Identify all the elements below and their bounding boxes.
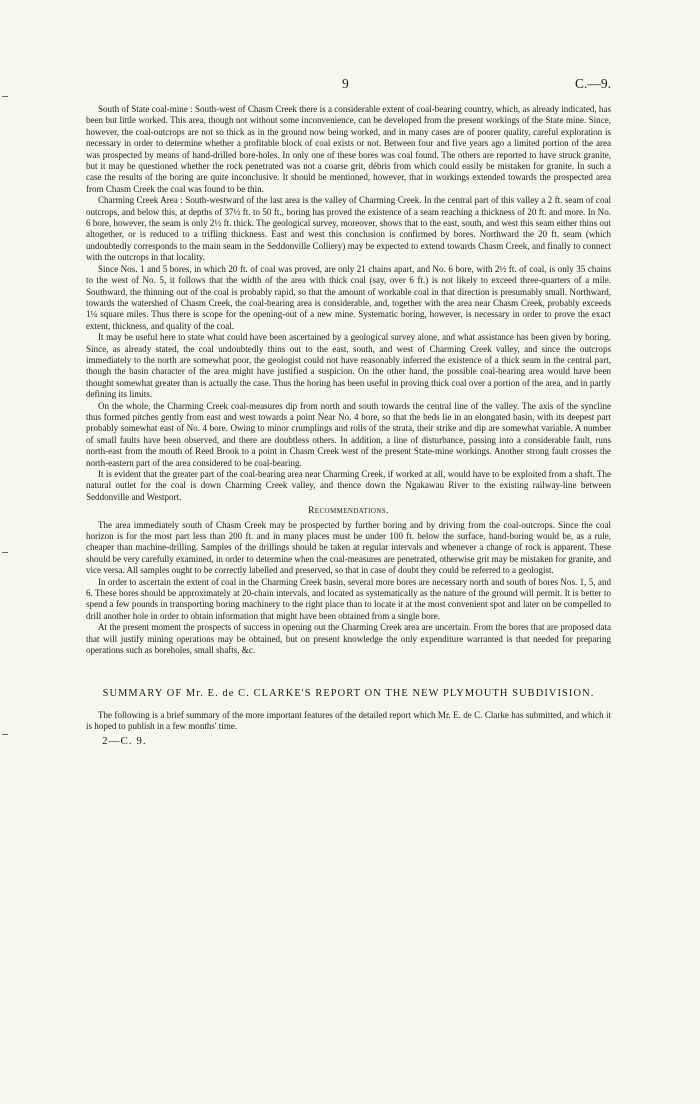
recommendations-heading: Recommendations.	[308, 506, 389, 517]
paragraph: It is evident that the greater part of the coal-bearing area near Charming Creek, if worked at all, would have to be exploited from a shaft. The natural outlet for the coal is down Charming Creek valley, and thence down the Ngakawau River to the existing railway-line between Seddonville and Westport.	[86, 469, 611, 502]
recommendation-paragraph: In order to ascertain the extent of coal in the Charming Creek basin, several more bores are necessary north and south of bores Nos. 1, 5, and 6. These bores should be approximately at 20-chain intervals, and located as systematically as the nature of the ground will permit. It is better to spend a few pounds in transporting boring machinery to the right place than to locate it at the most convenient spot and later on be compelled to drill another hole in order to obtain information that might have been obtained from a single bore.	[86, 576, 611, 621]
recommendation-paragraph: At the present moment the prospects of success in opening out the Charming Creek area are uncertain. From the bores that are proposed data that will justify mining operations may be obtained, but on present knowledge the only expenditure warranted is that needed for preparing operations such as boreholes, small shafts, &c.	[86, 622, 611, 656]
document-page	[86, 76, 611, 748]
paragraph: South of State coal-mine : South-west of Chasm Creek there is a considerable extent of coal-bearing country, which, as already indicated, has been but little worked. This area, though not without some inconvenience, can be developed from the present workings of the State mine. Since, however, the coal-outcrops are not so thick as in the ground now being worked, and in many cases are of poorer quality, careful exploration is necessary in order to determine whether a profitable block of coal exists or not. Between four and five years ago a limited portion of the area was prospected by means of hand-drilled bore-holes. In only one of these bores was coal found. The others are reported to have struck granite, but it may be questioned whether the rock penetrated was not a coarse grit, débris from which could easily be mistaken for granite. In such a case the results of the boring are quite inconclusive. It should be mentioned, however, that in workings extended towards the prospected area from Chasm Creek the coal was found to be thin.	[86, 104, 611, 194]
margin-mark	[2, 734, 8, 735]
page-number: 9	[342, 76, 349, 91]
paragraph: Since Nos. 1 and 5 bores, in which 20 ft. of coal was proved, are only 21 chains apart, and No. 6 bore, with 2½ ft. of coal, is only 35 chains to the west of No. 5, it follows that the width of the area with thick coal (say, over 6 ft.) is not likely to exceed three-quarters of a mile. Southward, the thinning out of the coal is probably rapid, so that the amount of workable coal in that direction is presumably small. Northward, towards the watershed of Chasm Creek, the coal-bearing area is considerable, and, together with the area near Chasm Creek, probably exceeds 1¼ square miles. Thus there is scope for the opening-out of a new mine. Systematic boring, however, is necessary in order to prove the exact extent, thickness, and quality of the coal.	[86, 263, 611, 331]
paragraph: It may be useful here to state what could have been ascertained by a geological survey alone, and what assistance has been given by boring. Since, as already stated, the coal undoubtedly thins out to the east, south, and west of Charming Creek valley, and since the outcrops immediately to the north are somewhat poor, the geologist could not have reasonably inferred the existence of a thick seam in the central part, though the basin character of the area might have justified a suspicion. On the other hand, the possible coal-bearing area would have been thought somewhat greater than is actually the case. Thus the boring has been useful in proving thick coal over a portion of the area, and in partly defining its limits.	[86, 332, 611, 400]
summary-title: SUMMARY OF Mr. E. de C. CLARKE'S REPORT ON THE NEW PLYMOUTH SUBDIVISION.	[102, 687, 595, 699]
page-header	[86, 76, 611, 100]
margin-mark	[2, 552, 8, 553]
recommendation-paragraph: The area immediately south of Chasm Creek may be prospected by further boring and by driving from the coal-outcrops. Since the coal horizon is for the most part less than 200 ft. and in many places must be under 100 ft. below the surface, hand-boring would be, as a rule, cheaper than machine-drilling. Samples of the drillings should be taken at regular intervals and whenever a change of rock is apparent. These should be very carefully examined, in order to determine when the coal-measures are penetrated, otherwise grit may be mistaken for granite, and vice versa. All samples ought to be correctly labelled and preserved, so that in case of doubt they could be referred to a geologist.	[86, 519, 611, 576]
summary-paragraph: The following is a brief summary of the more important features of the detailed report which Mr. E. de C. Clarke has submitted, and which it is hoped to publish in a few months' time.	[86, 709, 611, 731]
document-reference: C.—9.	[574, 76, 611, 91]
paragraph: Charming Creek Area : South-westward of the last area is the valley of Charming Creek. In the central part of this valley a 2 ft. seam of coal outcrops, and below this, at depths of 37½ ft. to 50 ft., boring has proved the existence of a seam reaching a thickness of 20 ft. and more. In No. 6 bore, however, the seam is only 2½ ft. thick. The geological survey, moreover, shows that to the east, south, and west this seam either thins out altogether, or is reduced to a trifling thickness. East and west this conclusion is confirmed by bores. Northward the 20 ft. seam (which undoubtedly corresponds to the main seam in the Seddonville Colliery) may be expected to extend towards Chasm Creek, and finally to connect with the outcrops in that locality.	[86, 195, 611, 263]
footer-signature: 2—C. 9.	[102, 735, 147, 748]
paragraph: On the whole, the Charming Creek coal-measures dip from north and south towards the central line of the valley. The axis of the syncline thus formed pitches gently from east and west towards a point Near No. 4 bore, so that the beds lie in an elongated basin, with its deepest part probably somewhat east of No. 4 bore. Owing to minor crumplings and rolls of the strata, their strike and dip are somewhat variable. A number of small faults have been observed, and there are doubtless others. In addition, a line of disturbance, passing into a considerable fault, runs north-east from the mouth of Reed Brook to a point in Chasm Creek west of the present State-mine workings. Another strong fault crosses the north-eastern part of the area considered to be coal-bearing.	[86, 400, 611, 468]
document-body	[86, 104, 611, 748]
margin-mark	[2, 96, 8, 97]
